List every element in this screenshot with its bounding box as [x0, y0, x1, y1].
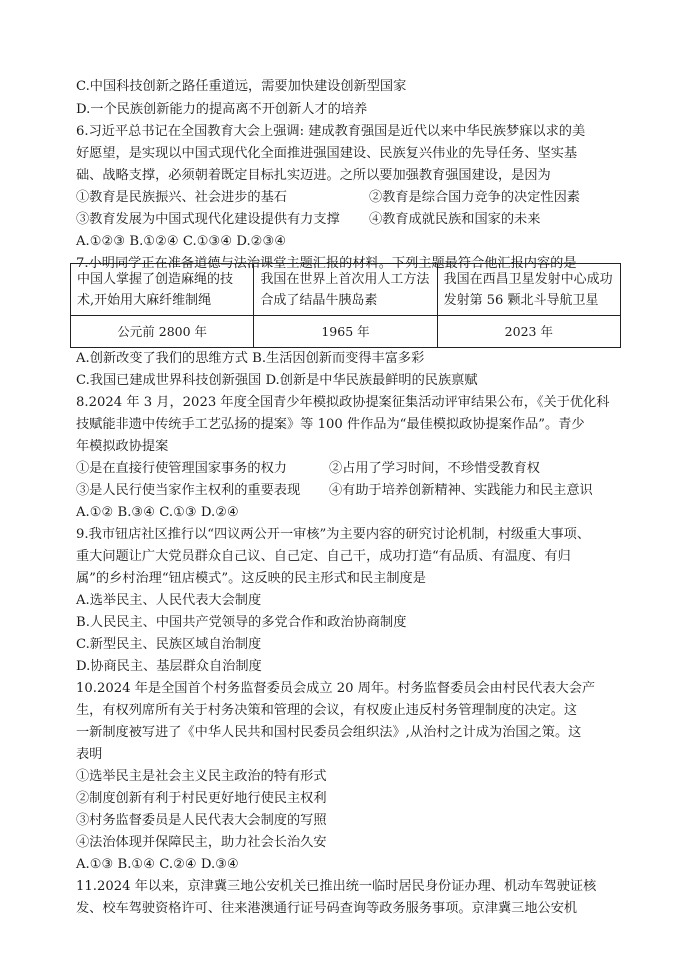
question-8-stem: 8.2024 年 3 月，2023 年度全国青少年模拟政协提案征集活动评审结果公布，《关于优化科	[76, 395, 610, 410]
question-8-item-1: ①是在直接行使管理国家事务的权力	[76, 461, 287, 476]
question-7-options-cd: C.我国已建成世界科技创新强国 D.创新是中华民族最鲜明的民族禀赋	[76, 373, 478, 388]
option-d-q5: D.一个民族创新能力的提高离不开创新人才的培养	[76, 102, 368, 117]
question-8-answers: A.①② B.③④ C.①③ D.②④	[76, 505, 239, 520]
question-10-stem-line4: 表明	[76, 747, 103, 762]
question-10-item-4: ④法治体现并保障民主，助力社会长治久安	[76, 835, 327, 850]
question-10-item-2: ②制度创新有利于村民更好地行使民主权利	[76, 791, 327, 806]
table-cell-event-2: 我国在世界上首次用人工方法合成了结晶牛胰岛素	[254, 264, 437, 316]
table-cell-date-3: 2023 年	[437, 316, 620, 348]
question-7-stem: 7.小明同学正在准备道德与法治课堂主题汇报的材料。下列主题最符合他汇报内容的是	[76, 256, 577, 271]
question-9-stem-line2: 重大问题让广大党员群众自己议、自己定、自己干，成功打造“有品质、有温度、有归	[76, 549, 571, 564]
question-10-item-3: ③村务监督委员是人民代表大会制度的写照	[76, 813, 327, 828]
question-6-stem: 6.习近平总书记在全国教育大会上强调: 建成教育强国是近代以来中华民族梦寐以求的美	[76, 124, 586, 139]
question-10-stem-line3: 一新制度被写进了《中华人民共和国村民委员会组织法》,从治村之计成为治国之策。这	[76, 725, 582, 740]
question-8-item-4: ④有助于培养创新精神、实践能力和民主意识	[329, 483, 593, 498]
question-10-answers: A.①③ B.①④ C.②④ D.③④	[76, 857, 239, 872]
question-8-item-2: ②占用了学习时间，不珍惜受教育权	[329, 461, 540, 476]
question-6-item-2: ②教育是综合国力竞争的决定性因素	[369, 190, 580, 205]
question-6-answers: A.①②③ B.①②④ C.①③④ D.②③④	[76, 234, 287, 249]
question-10-stem-line2: 生，有权列席所有关于村务决策和管理的会议，有权废止违反村务管理制度的决定。这	[76, 703, 578, 718]
table-cell-date-2: 1965 年	[254, 316, 437, 348]
question-7-table	[70, 263, 621, 348]
question-10-stem: 10.2024 年是全国首个村务监督委员会成立 20 周年。村务监督委员会由村民代表大会产	[76, 681, 596, 696]
question-11-stem-line2: 发、校车驾驶资格许可、往来港澳通行证号码查询等政务服务事项。京津冀三地公安机	[76, 901, 578, 916]
question-9-option-d: D.协商民主、基层群众自治制度	[76, 659, 262, 674]
question-6-stem-line3: 础、战略支撑，必须朝着既定目标扎实迈进。之所以要加强教育强国建设，是因为	[76, 168, 551, 183]
question-6-item-4: ④教育成就民族和国家的未来	[369, 212, 541, 227]
question-6-item-3: ③教育发展为中国式现代化建设提供有力支撑	[76, 212, 340, 227]
question-9-option-b: B.人民民主、中国共产党领导的多党合作和政治协商制度	[76, 615, 407, 630]
question-9-stem-line3: 属”的乡村治理“钮店模式”。这反映的民主形式和民主制度是	[76, 571, 426, 586]
question-6-item-1: ①教育是民族振兴、社会进步的基石	[76, 190, 287, 205]
table-cell-event-1: 中国人掌握了创造麻绳的技术,开始用大麻纤维制绳	[71, 264, 254, 316]
question-8-item-3: ③是人民行使当家作主权利的重要表现	[76, 483, 301, 498]
question-10-item-1: ①选举民主是社会主义民主政治的特有形式	[76, 769, 327, 784]
question-9-option-c: C.新型民主、民族区域自治制度	[76, 637, 262, 652]
question-8-stem-line3: 年模拟政协提案	[76, 439, 169, 454]
question-8-stem-line2: 技赋能非遗中传统手工艺弘扬的提案》等 100 件作品为“最佳模拟政协提案作品”。青少	[76, 417, 585, 432]
question-7-options-ab: A.创新改变了我们的思维方式 B.生活因创新而变得丰富多彩	[76, 351, 425, 366]
table-cell-event-3: 我国在西昌卫星发射中心成功发射第 56 颗北斗导航卫星	[437, 264, 620, 316]
option-c-q5: C.中国科技创新之路任重道远，需要加快建设创新型国家	[76, 79, 407, 94]
table-cell-date-1: 公元前 2800 年	[71, 316, 254, 348]
question-9-stem: 9.我市钮店社区推行以“四议两公开一审核”为主要内容的研究讨论机制，村级重大事项、	[76, 527, 590, 542]
question-11-stem: 11.2024 年以来，京津冀三地公安机关已推出统一临时居民身份证办理、机动车驾驶证核	[76, 879, 597, 894]
question-6-stem-line2: 好愿望，是实现以中国式现代化全面推进强国建设、民族复兴伟业的先导任务、坚实基	[76, 146, 578, 161]
question-9-option-a: A.选举民主、人民代表大会制度	[76, 593, 262, 608]
